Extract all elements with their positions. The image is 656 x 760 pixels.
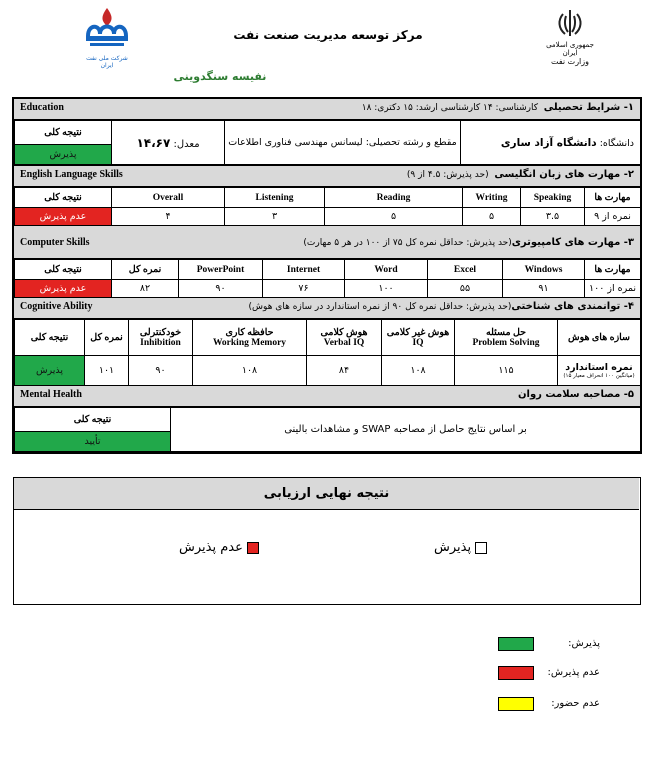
computer-header-powerpoint: PowerPoint xyxy=(179,260,263,280)
computer-title-fa: ۳- مهارت های کامپیوتری(حد پذیرش: حداقل نمره کل ۷۵ از ۱۰۰ در هر ۵ مهارت) xyxy=(303,237,634,248)
computer-result-badge: عدم پذیرش xyxy=(15,280,112,298)
legend-absent-label: عدم حضور: xyxy=(551,698,600,709)
cognitive-title-fa: ۴- توانمندی های شناختی(حد پذیرش: حداقل نمره کل ۹۰ از نمره استاندارد در سازه های هوش) xyxy=(248,301,634,312)
computer-table xyxy=(14,259,641,298)
cognitive-header-iq: هوش غیر کلامی IQ xyxy=(382,320,455,356)
computer-row-label-head: مهارت ها xyxy=(585,260,641,280)
english-header-reading: Reading xyxy=(325,188,463,208)
cognitive-score-verbal-iq: ۸۴ xyxy=(307,356,382,386)
cognitive-table xyxy=(14,319,641,386)
english-title-fa: ۲- مهارت های زبان انگلیسی (حد پذیرش: ۴.۵ از ۹) xyxy=(406,169,634,180)
cognitive-score-problem-solving: ۱۱۵ xyxy=(455,356,558,386)
mental-section-header xyxy=(14,385,640,407)
cognitive-row-label: نمره استاندارد (میانگین ۱۰۰ انحراف معیار ۱۵) xyxy=(558,356,641,386)
university-cell: دانشگاه: دانشگاه آزاد ساری xyxy=(461,121,641,165)
nioc-logo xyxy=(80,6,134,69)
reject-option[interactable] xyxy=(179,540,259,555)
cognitive-header-verbal-iq: هوش کلامی Verbal IQ xyxy=(307,320,382,356)
mental-table xyxy=(14,407,641,452)
english-score-writing: ۵ xyxy=(463,208,521,226)
english-row-label: نمره از ۹ xyxy=(585,208,641,226)
english-score-overall: ۴ xyxy=(112,208,225,226)
iran-emblem xyxy=(540,8,600,70)
cognitive-row-label-head: سازه های هوش xyxy=(558,320,641,356)
computer-header-internet: Internet xyxy=(263,260,345,280)
mental-title-fa: ۵- مصاحبه سلامت روان xyxy=(518,389,634,400)
computer-score-word: ۱۰۰ xyxy=(345,280,428,298)
legend-accept-label: پذیرش: xyxy=(568,638,600,649)
english-score-speaking: ۳.۵ xyxy=(521,208,585,226)
mental-title-en: Mental Health xyxy=(20,389,82,400)
mental-note: بر اساس نتایج حاصل از مصاحبه SWAP و مشاهدات بالینی xyxy=(171,408,641,452)
english-header-listening: Listening xyxy=(225,188,325,208)
mental-result-label: نتیجه کلی xyxy=(15,408,171,432)
accept-option[interactable] xyxy=(434,540,487,555)
computer-score-total: ۸۲ xyxy=(112,280,179,298)
cognitive-score-iq: ۱۰۸ xyxy=(382,356,455,386)
education-section-header xyxy=(14,99,640,120)
candidate-name: نفیسه سنگدوینی xyxy=(173,70,267,83)
cognitive-header-problem-solving: حل مسئله Problem Solving xyxy=(455,320,558,356)
legend-reject-swatch xyxy=(498,666,534,680)
accept-checkbox[interactable] xyxy=(475,542,487,554)
final-result-title: نتیجه نهایی ارزیابی xyxy=(14,478,639,510)
english-result-label: نتیجه کلی xyxy=(15,188,112,208)
cognitive-score-inhibition: ۹۰ xyxy=(129,356,193,386)
education-table xyxy=(14,120,641,165)
cognitive-header-total: نمره کل xyxy=(85,320,129,356)
computer-title-en: Computer Skills xyxy=(20,237,90,248)
mental-result-badge: تأیید xyxy=(15,432,171,452)
computer-score-internet: ۷۶ xyxy=(263,280,345,298)
computer-score-powerpoint: ۹۰ xyxy=(179,280,263,298)
education-title-en: Education xyxy=(20,102,64,113)
cognitive-header-working-memory: حافظه کاری Working Memory xyxy=(193,320,307,356)
english-header-speaking: Speaking xyxy=(521,188,585,208)
computer-header-word: Word xyxy=(345,260,428,280)
company-line: شرکت ملی نفت ایران xyxy=(86,55,128,69)
reject-option-label: عدم پذیرش xyxy=(179,540,243,555)
education-result-badge: پذیرش xyxy=(15,145,112,165)
education-title-fa: ۱- شرایط تحصیلی کارشناسی: ۱۴ کارشناسی ارشد: ۱۵ دکتری: ۱۸ xyxy=(361,102,634,113)
computer-section-header xyxy=(14,225,640,259)
reject-checkbox[interactable] xyxy=(247,542,259,554)
english-table xyxy=(14,187,641,226)
assessment-sheet xyxy=(12,97,642,454)
ministry-line-2: وزارت نفت xyxy=(550,57,589,66)
education-result-label: نتیجه کلی xyxy=(15,121,112,145)
cognitive-score-working-memory: ۱۰۸ xyxy=(193,356,307,386)
ministry-line-1: جمهوری اسلامی ایران xyxy=(546,41,594,57)
cognitive-score-total: ۱۰۱ xyxy=(85,356,129,386)
cognitive-title-en: Cognitive Ability xyxy=(20,301,93,312)
computer-header-excel: Excel xyxy=(428,260,503,280)
english-title-en: English Language Skills xyxy=(20,169,123,180)
cognitive-section-header xyxy=(14,297,640,319)
computer-score-excel: ۵۵ xyxy=(428,280,503,298)
cognitive-result-label: نتیجه کلی xyxy=(15,320,85,356)
english-result-badge: عدم پذیرش xyxy=(15,208,112,226)
english-score-reading: ۵ xyxy=(325,208,463,226)
computer-score-windows: ۹۱ xyxy=(503,280,585,298)
final-result-box xyxy=(13,477,641,605)
computer-header-windows: Windows xyxy=(503,260,585,280)
english-score-listening: ۳ xyxy=(225,208,325,226)
english-row-label-head: مهارت ها xyxy=(585,188,641,208)
cognitive-header-inhibition: خودکنترلی Inhibition xyxy=(129,320,193,356)
english-header-overall: Overall xyxy=(112,188,225,208)
computer-row-label: نمره از ۱۰۰ xyxy=(585,280,641,298)
computer-header-total: نمره کل xyxy=(112,260,179,280)
gpa-cell: معدل: ۱۴،۶۷ xyxy=(112,121,225,165)
computer-result-label: نتیجه کلی xyxy=(15,260,112,280)
degree-cell: مقطع و رشته تحصیلی: لیسانس مهندسی فناوری اطلاعات xyxy=(225,121,461,165)
english-section-header xyxy=(14,165,640,187)
page-header xyxy=(0,0,656,92)
english-header-writing: Writing xyxy=(463,188,521,208)
legend-reject-label: عدم پذیرش: xyxy=(547,667,600,678)
accept-option-label: پذیرش xyxy=(434,540,472,555)
legend-absent-swatch xyxy=(498,697,534,711)
legend-accept-swatch xyxy=(498,637,534,651)
page-title: مرکز توسعه مدیریت صنعت نفت xyxy=(233,28,423,42)
cognitive-result-badge: پذیرش xyxy=(15,356,85,386)
